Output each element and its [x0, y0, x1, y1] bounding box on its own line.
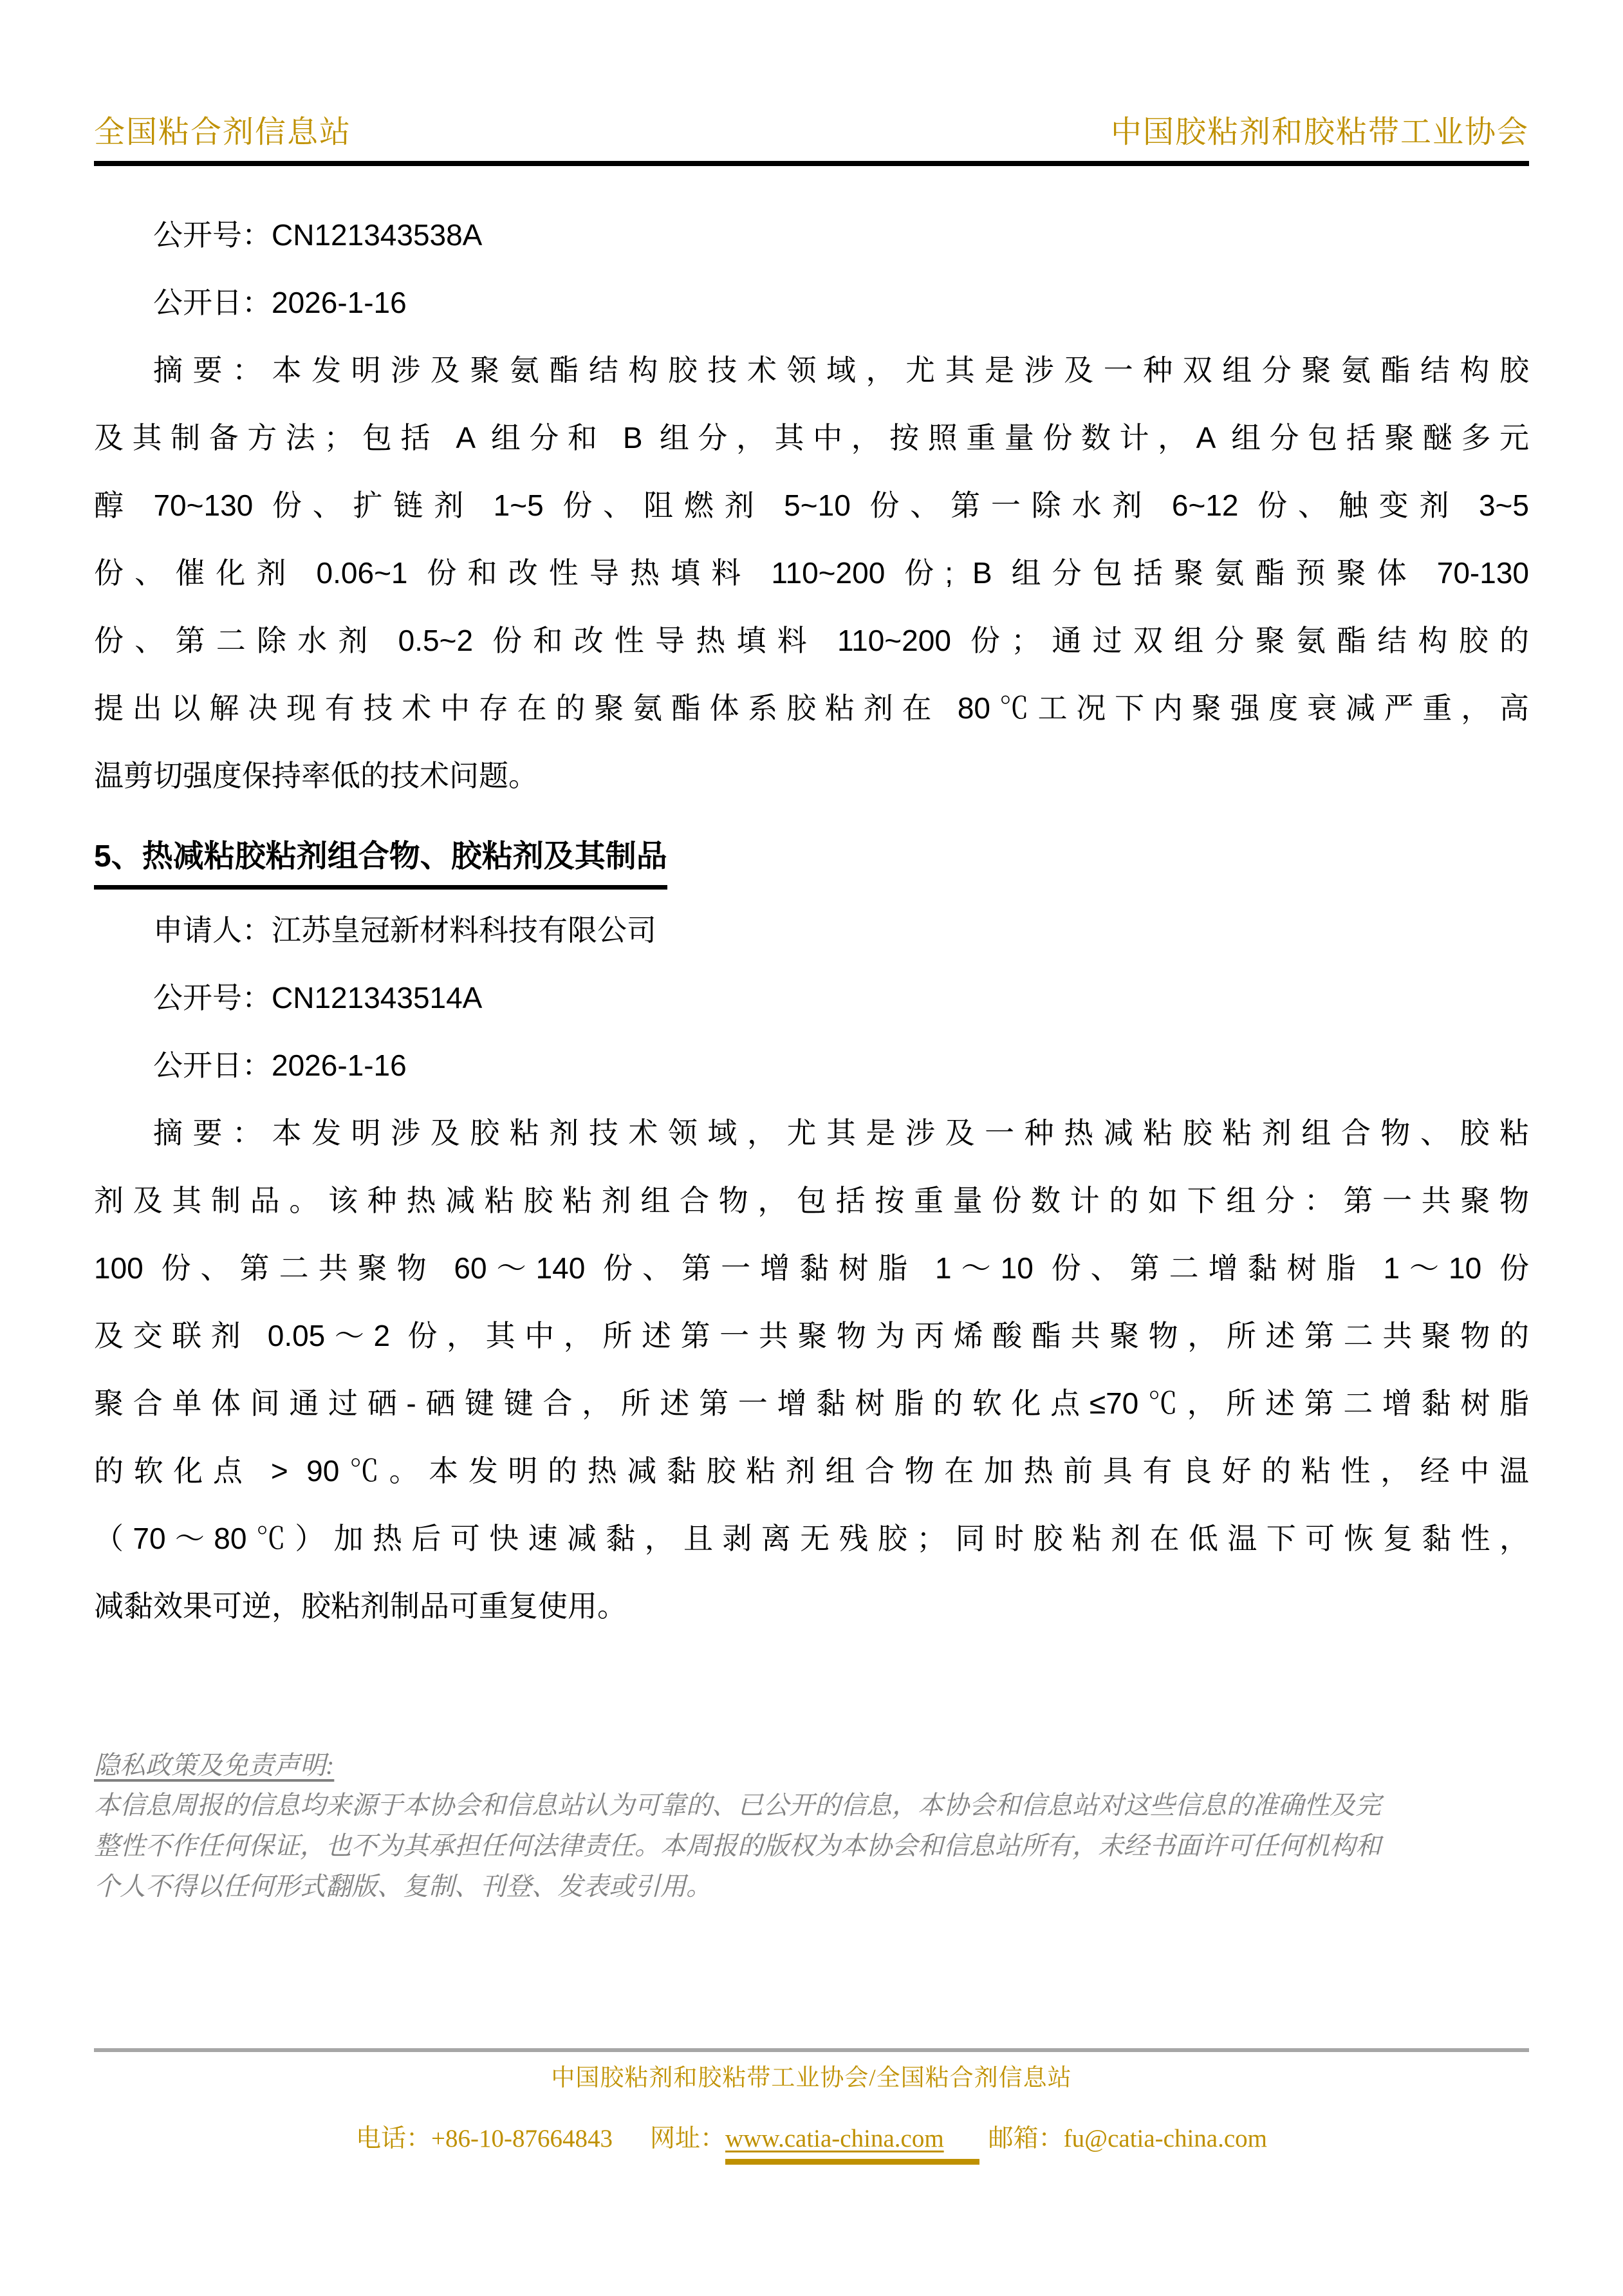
patent-5-section: [94, 823, 1529, 1640]
pub-number-line: 公开号：CN121343538A: [153, 218, 483, 252]
pub-date-line: 公开日：2026-1-16: [153, 286, 407, 319]
pub-number-line: 公开号：CN121343514A: [153, 981, 483, 1014]
header-right-title: 中国胶粘剂和胶粘带工业协会: [1110, 115, 1529, 149]
email-label: 邮箱：: [988, 2125, 1064, 2152]
applicant-line: 申请人：江苏皇冠新材料科技有限公司: [153, 913, 656, 947]
patent-prev-section: [94, 201, 1529, 810]
website-url[interactable]: www.catia-china.com: [725, 2125, 944, 2152]
abstract-line: 摘要：本发明涉及聚氨酯结构胶技术领域，尤其是涉及一种双组分聚氨酯结构胶: [153, 353, 1529, 387]
abstract-line: 减黏效果可逆，胶粘剂制品可重复使用。: [94, 1589, 627, 1623]
abstract-line: （70～80℃）加热后可快速减黏，且剥离无残胶；同时胶粘剂在低温下可恢复黏性，: [94, 1522, 1529, 1555]
abstract-line: 份、第二除水剂 0.5~2 份和改性导热填料 110~200 份；通过双组分聚氨酯结构胶的: [94, 624, 1529, 657]
abstract-line: 醇 70~130 份、扩链剂 1~5 份、阻燃剂 5~10 份、第一除水剂 6~12 份、触变剂 3~5: [94, 489, 1529, 522]
section-heading-row: [94, 823, 1529, 897]
abstract-line: 的软化点 > 90℃。本发明的热减黏胶粘剂组合物在加热前具有良好的粘性，经中温: [94, 1454, 1529, 1488]
header-rule: [94, 161, 1529, 166]
abstract-line: 剂及其制品。该种热减粘胶粘剂组合物，包括按重量份数计的如下组分：第一共聚物: [94, 1184, 1529, 1217]
page-header: [94, 0, 1529, 151]
disclaimer-title: 隐私政策及免责声明:: [94, 1751, 335, 1780]
disclaimer-line: 整性不作任何保证，也不为其承担任何法律责任。本周报的版权为本协会和信息站所有，未经书面许可任何机构和: [94, 1831, 1381, 1860]
disclaimer-line: 个人不得以任何形式翻版、复制、刊登、发表或引用。: [94, 1872, 712, 1901]
section-heading: 5、热减粘胶粘剂组合物、胶粘剂及其制品: [94, 836, 667, 890]
abstract-line: 聚合单体间通过硒-硒键键合，所述第一增黏树脂的软化点≤70℃，所述第二增黏树脂: [94, 1386, 1529, 1420]
abstract-line: 份、催化剂 0.06~1 份和改性导热填料 110~200 份; B 组分包括聚氨酯预聚体 70-130: [94, 556, 1529, 590]
abstract-line: 摘要：本发明涉及胶粘剂技术领域，尤其是涉及一种热减粘胶粘剂组合物、胶粘: [153, 1116, 1529, 1150]
abstract-line: 温剪切强度保持率低的技术问题。: [94, 759, 538, 792]
pub-date-line: 公开日：2026-1-16: [153, 1049, 407, 1082]
abstract-line: 及交联剂 0.05～2 份，其中，所述第一共聚物为丙烯酸酯共聚物，所述第二共聚物的: [94, 1319, 1529, 1352]
phone-number: +86-10-87664843: [431, 2125, 613, 2152]
footer-org-line: 中国胶粘剂和胶粘带工业协会/全国粘合剂信息站: [551, 2065, 1072, 2091]
header-left-title: 全国粘合剂信息站: [94, 115, 352, 149]
footer-contact-line: [94, 2122, 1529, 2165]
disclaimer-line: 本信息周报的信息均来源于本协会和信息站认为可靠的、已公开的信息，本协会和信息站对这些信息的准确性及完: [94, 1791, 1381, 1820]
website-link-wrap: [725, 2122, 979, 2165]
email-address: fu@catia-china.com: [1063, 2125, 1268, 2152]
website-label: 网址：: [649, 2125, 725, 2152]
abstract-line: 100 份、第二共聚物 60～140 份、第一增黏树脂 1～10 份、第二增黏树脂 1～10 份: [94, 1251, 1529, 1285]
disclaimer-section: [94, 1746, 1529, 1907]
footer-divider: [94, 2048, 1529, 2052]
abstract-line: 及其制备方法；包括 A 组分和 B 组分，其中，按照重量份数计，A 组分包括聚醚多元: [94, 421, 1529, 454]
abstract-line: 提出以解决现有技术中存在的聚氨酯体系胶粘剂在 80℃工况下内聚强度衰减严重，高: [94, 691, 1529, 725]
phone-label: 电话：: [355, 2125, 431, 2152]
